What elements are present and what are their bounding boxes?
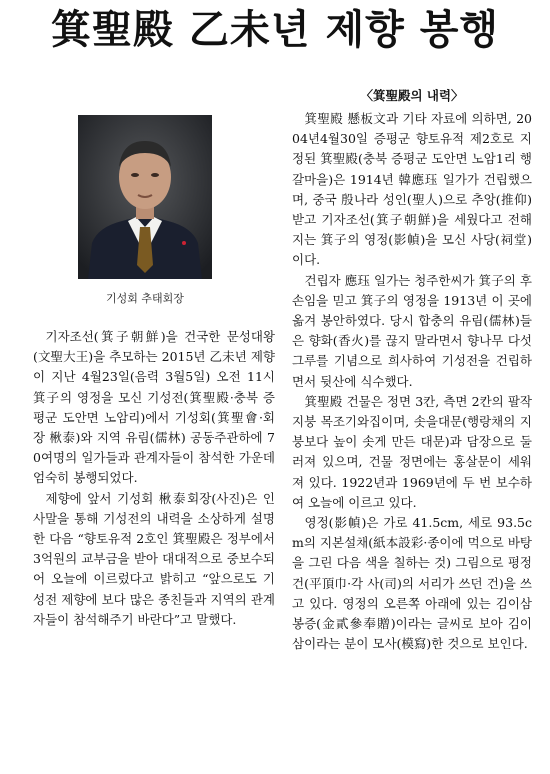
paragraph: 箕聖殿 건물은 정면 3칸, 측면 2칸의 팔작지붕 목조기와집이며, 솟을대문(행랑채의 지붕보다 높이 솟게 만든 대문)과 담장으로 둘러져 있으며, 건물 정면에는 홍살문이 세워져 있다. 1922년과 1969년에 두 번 보수하여 오늘에 이르고 있다.: [292, 393, 532, 510]
portrait-photo: [78, 115, 212, 279]
right-column: [292, 109, 532, 654]
left-column: [33, 327, 275, 630]
paragraph: 箕聖殿 懸板文과 기타 자료에 의하면, 2004년4월30일 증평군 향토유적 제2호로 지정된 箕聖殿(충북 증평군 도안면 노암1리 행갈마을)은 1914년 韓應珏 일가가 건립했으며, 중국 殷나라 성인(聖人)으로 추앙(推仰)받고 기자조선(箕子朝鮮)을 세웠다고 전해지는 箕子의 영정(影幀)을 모신 사당(祠堂)이다.: [292, 111, 532, 268]
section-title: 〈箕聖殿의 내력〉: [360, 88, 464, 103]
photo-caption: 기성회 추태회장: [106, 292, 184, 305]
paragraph: 건립자 應珏 일가는 청주한씨가 箕子의 후손임을 믿고 箕子의 영정을 1913년 이 곳에 옮겨 봉안하였다. 당시 합충의 유림(儒林)들은 향화(香火)를 끊지 말라면서 향나무 다섯그루를 기념으로 희사하여 기성전을 건립하면서 뒷산에 식수했다.: [292, 272, 532, 389]
paragraph: 제향에 앞서 기성회 楸泰회장(사진)은 인사말을 통해 기성전의 내력을 소상하게 설명한 다음 “향토유적 2호인 箕聖殿은 정부에서 3억원의 교부금을 받아 대대적으로 중보수되어 오늘에 이르렀다고 밝히고 “앞으로도 기성전 제향에 보다 많은 종친들과 지역의 관계자들이 참석해주기 바란다”고 말했다.: [33, 490, 275, 627]
paragraph: 기자조선(箕子朝鮮)을 건국한 문성대왕(文聖大王)을 추모하는 2015년 乙未년 제향이 지난 4월23일(음력 3월5일) 오전 11시 箕子의 영정을 모신 기성전(箕聖殿·충북 증평군 도안면 노암리)에서 기성회(箕聖會·회장 楸泰)와 지역 유림(儒林) 공동주관하에 70여명의 일가들과 관계자들이 참석한 가운데 엄숙히 봉행되었다.: [33, 329, 275, 486]
article-headline: 箕聖殿 乙未년 제향 봉행: [51, 7, 499, 53]
paragraph: 영정(影幀)은 가로 41.5cm, 세로 93.5cm의 지본설채(紙本設彩·종이에 먹으로 바탕을 그린 다음 색을 칠하는 것) 그림으로 평정건(平頂巾·각 사(司)의 서리가 쓰던 건)을 쓰고 있다. 영정의 오른쪽 아래에 있는 김이삼봉증(金貳參奉贈)이라는 글씨로 보아 김이삼이라는 분이 모사(模寫)한 것으로 보인다.: [292, 515, 532, 652]
